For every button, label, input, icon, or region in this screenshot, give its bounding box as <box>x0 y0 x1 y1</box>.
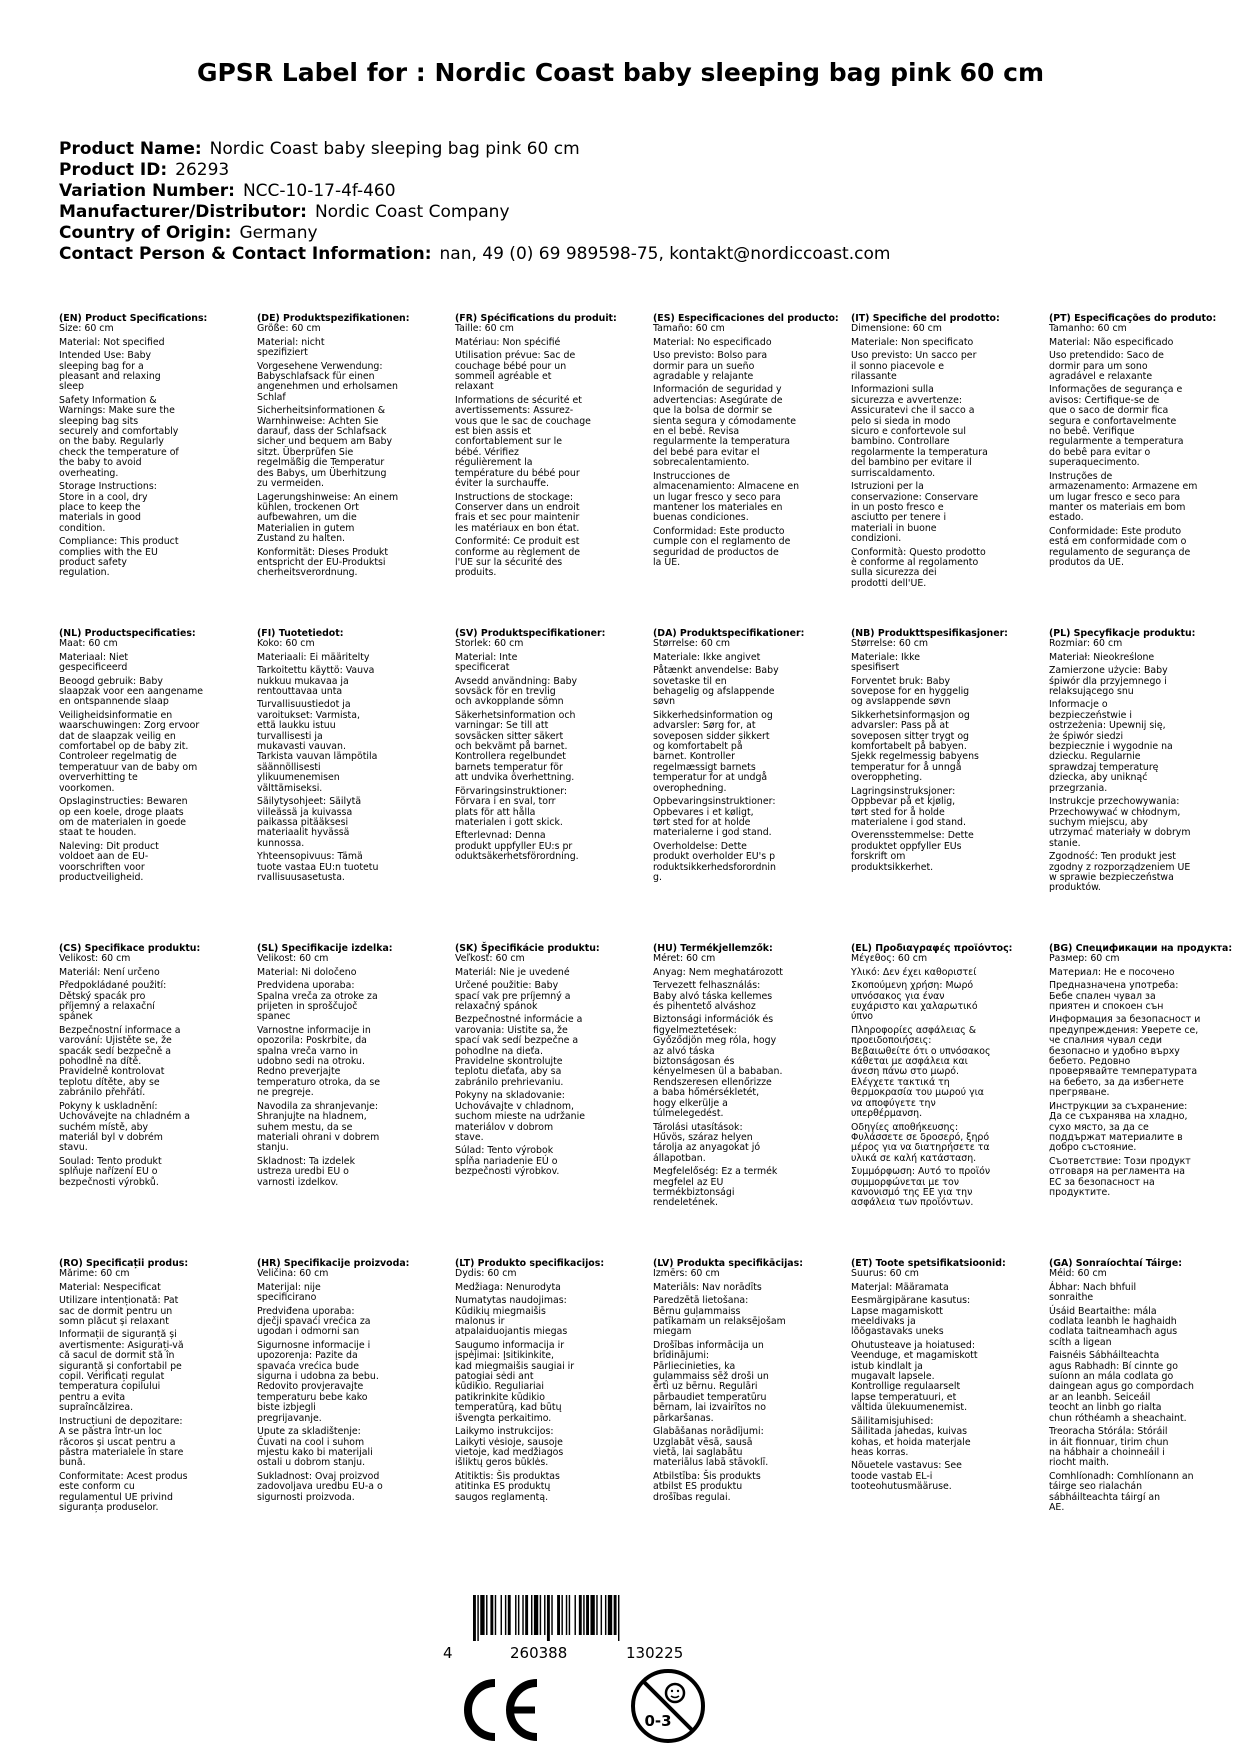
spec-block <box>257 944 445 1188</box>
barcode-bar <box>614 1595 617 1635</box>
spec-block-line: Yhteensopivuus: Tämä tuote vastaa EU:n tuotetu rvallisuusasetusta. <box>257 851 379 883</box>
spec-block-heading: (NL) Productspecificaties: <box>59 628 196 639</box>
spec-block-line: Taille: 60 cm <box>455 323 514 335</box>
spec-block-heading: (IT) Specifiche del prodotto: <box>851 313 1000 324</box>
barcode-bar <box>540 1595 541 1635</box>
spec-block-line: Materiaali: Ei määritelty <box>257 651 370 663</box>
spec-block-line: Conformidad: Este producto cumple con el reglamento de seguridad de productos de la UE. <box>653 525 791 568</box>
spec-block-line: Turvallisuustiedot ja varoitukset: Varmista, että laukku istuu turvallisesti ja mukavasti vauvan. Tarkista vauvan lämpötila säännöllisesti ylikuumenemisen välttämiseksi. <box>257 699 378 794</box>
spec-block-line: Suurus: 60 cm <box>851 1268 919 1280</box>
info-label: Variation Number: <box>59 181 235 201</box>
spec-block-heading: (CS) Specifikace produktu: <box>59 943 201 954</box>
barcode-bar <box>480 1595 484 1635</box>
barcode-bar <box>501 1595 502 1635</box>
spec-block-line: Comhlíonadh: Comhlíonann an táirge seo rialachán sábháilteachta táirgí an AE. <box>1049 1470 1194 1513</box>
spec-block-line: Avsedd användning: Baby sovsäck för en trevlig och avkopplande sömn <box>455 675 578 708</box>
spec-block-line: Forventet bruk: Baby sovepose for en hyggelig og avslappende søvn <box>851 675 970 708</box>
info-label: Product Name: <box>59 139 202 159</box>
spec-block <box>653 944 841 1209</box>
spec-block-line: Materiál: Nie je uvedené <box>455 966 570 978</box>
spec-block-line: Instruções de armazenamento: Armazene em um lugar fresco e seco para manter os materiais em bom estado. <box>1049 470 1198 524</box>
spec-block-line: Instructions de stockage: Conserver dans un endroit frais et sec pour maintenir les matériaux en bon état. <box>455 491 580 534</box>
barcode-bar <box>525 1595 528 1635</box>
spec-block <box>653 1259 841 1503</box>
spec-block-line: Beoogd gebruik: Baby slaapzak voor een aangename en ontspannende slaap <box>59 675 204 708</box>
spec-block-line: Съответствие: Този продукт отговаря на регламента на ЕС за безопасност на продуктите. <box>1049 1155 1191 1198</box>
spec-block-line: Anyag: Nem meghatározott <box>653 966 783 978</box>
spec-block-line: Compliance: This product complies with the EU product safety regulation. <box>59 536 179 579</box>
spec-block-line: Pokyny na skladovanie: Uchovávajte v chladnom, suchom mieste na udržanie materiálov v dobrom stave. <box>455 1090 585 1143</box>
barcode-bar <box>605 1595 606 1635</box>
barcode-bar <box>473 1595 476 1641</box>
spec-block <box>1049 1259 1237 1513</box>
spec-block-line: Påtænkt anvendelse: Baby sovetaske til en behagelig og afslappende søvn <box>653 665 779 708</box>
spec-block-line: Materiale: Non specificato <box>851 336 974 348</box>
spec-block-line: Intended Use: Baby sleeping bag for a pleasant and relaxing sleep <box>59 350 161 393</box>
spec-block-line: Materiał: Nieokreślone <box>1049 651 1155 663</box>
spec-block-heading: (DA) Produktspecifikationer: <box>653 628 805 639</box>
info-value: 26293 <box>175 160 230 180</box>
spec-block-line: Velikost: 60 cm <box>59 953 131 965</box>
spec-block <box>59 629 247 883</box>
spec-block-line: Ábhar: Nach bhfuil sonraithe <box>1049 1281 1137 1304</box>
spec-block-line: Σκοπούμενη χρήση: Μωρό υπνόσακος για έναν ευχάριστο και χαλαρωτικό ύπνο <box>851 980 978 1023</box>
spec-block-line: Size: 60 cm <box>59 323 114 335</box>
spec-block-line: Sicherheitsinformationen & Warnhinweise: Achten Sie darauf, dass der Schlafsack sicher und bequem am Baby sitzt. Überprüfen Sie regelmäßig die Temperatur des Babys, um Überhitzung zu vermeiden. <box>257 405 393 490</box>
ce-mark-icon <box>455 1675 543 1745</box>
product-id-row <box>59 160 890 181</box>
spec-block-line: Overholdelse: Dette produkt overholder EU's p roduktsikkerhedsforordnin g. <box>653 840 776 883</box>
spec-block-line: Vorgesehene Verwendung: Babyschlafsack für einen angenehmen und erholsamen Schlaf <box>257 360 398 403</box>
spec-block <box>455 944 643 1178</box>
variation-number-row <box>59 181 890 202</box>
spec-block-line: Numatytas naudojimas: Kūdikių miegmaišis malonus ir atpalaiduojantis miegas <box>455 1295 568 1338</box>
spec-block-line: Laikymo instrukcijos: Laikyti vėsioje, sausoje vietoje, kad medžiagos išliktų geros būklės. <box>455 1426 564 1469</box>
barcode-bar <box>508 1595 511 1635</box>
spec-block <box>455 1259 643 1503</box>
barcode-bar <box>490 1595 493 1635</box>
spec-block-line: Uso previsto: Bolso para dormir para un sueño agradable y relajante <box>653 350 768 383</box>
spec-block-line: Информация за безопасност и предупреждения: Уверете се, че спалния чувал седи безопасно и удобно върху бебето. Редовно проверявайте температурата на бебето, за да избегнете прегряване. <box>1049 1014 1201 1099</box>
spec-block-heading: (RO) Specificații produs: <box>59 1258 189 1269</box>
spec-block-line: Rozmiar: 60 cm <box>1049 638 1123 650</box>
spec-block-line: Veličina: 60 cm <box>257 1268 329 1280</box>
spec-block-line: Zamierzone użycie: Baby śpiwór dla przyjemnego i relaksującego snu <box>1049 665 1168 698</box>
spec-block-line: Material: Not specified <box>59 336 165 348</box>
spec-block-line: Určené použitie: Baby spací vak pre príjemný a relaxačný spánok <box>455 980 571 1013</box>
spec-block <box>851 1259 1039 1493</box>
spec-block-line: Размер: 60 cm <box>1049 953 1120 965</box>
spec-block-line: Opslaginstructies: Bewaren op een koele, droge plaats om de materialen in goede staat te houden. <box>59 796 188 839</box>
spec-block <box>257 314 445 579</box>
spec-block-line: Dydis: 60 cm <box>455 1268 517 1280</box>
spec-block-line: Méret: 60 cm <box>653 953 716 965</box>
spec-block-heading: (LV) Produkta specifikācijas: <box>653 1258 803 1269</box>
spec-block <box>1049 629 1237 894</box>
spec-block-line: Atbilstība: Šis produkts atbilst ES produktu drošības regulai. <box>653 1470 761 1503</box>
spec-block-line: Informazioni sulla sicurezza e avvertenze: Assicuratevi che il sacco a pelo si sieda in modo sicuro e confortevole sul bambino. Controllare regolarmente la temperatura del bambino per evitare il surriscaldamento. <box>851 384 988 479</box>
spec-block-line: Πληροφορίες ασφάλειας & προειδοποιήσεις: Βεβαιωθείτε ότι ο υπνόσακος κάθεται με ασφάλεια και άνεση πάνω στο μωρό. Ελέγχετε τακτικά τη θερμοκρασία του μωρού για να αποφύγετε την υπερθέρμανση. <box>851 1024 991 1120</box>
country-row <box>59 223 890 244</box>
barcode-bar <box>477 1595 478 1641</box>
spec-block-heading: (FI) Tuotetiedot: <box>257 628 344 639</box>
spec-block-line: Předpokládané použití: Dětský spacák pro příjemný a relaxační spánek <box>59 980 167 1023</box>
spec-block-line: Utilisation prévue: Sac de couchage bébé pour un sommeil agréable et relaxant <box>455 350 576 393</box>
spec-block-line: Material: Ni določeno <box>257 966 357 978</box>
spec-block-line: Størrelse: 60 cm <box>851 638 929 650</box>
contact-row <box>59 244 890 265</box>
spec-block-line: Μέγεθος: 60 cm <box>851 953 928 965</box>
spec-block-line: Medžiaga: Nenurodyta <box>455 1281 561 1293</box>
spec-block-line: Storage Instructions: Store in a cool, dry place to keep the materials in good condition. <box>59 481 157 534</box>
spec-block-line: Tárolási utasítások: Hűvös, száraz helyen tárolja az anyagokat jó állapotban. <box>653 1121 761 1164</box>
spec-block-heading: (LT) Produkto specifikacijos: <box>455 1258 605 1269</box>
spec-block-line: Sikkerhetsinformasjon og advarsler: Pass på at soveposen sitter trygt og komfortabelt på babyen. Sjekk regelmessig babyens temperatur for å unngå overoppheting. <box>851 709 979 784</box>
spec-block-line: Инструкции за съхранение: Да се съхранява на хладно, сухо място, за да се поддържат материалите в добро състояние. <box>1049 1100 1188 1154</box>
barcode-bar <box>531 1595 532 1635</box>
spec-block-line: Opbevaringsinstruktioner: Opbevares i et køligt, tørt sted for at holde materialerne i god stand. <box>653 796 776 839</box>
spec-block-line: Υλικό: Δεν έχει καθοριστεί <box>851 966 977 978</box>
spec-block-line: Informations de sécurité et avertissements: Assurez- vous que le sac de couchage est bien assis et confortablement sur le bébé. Vérifiez régulièrement la température du bébé pour éviter la surchauffe. <box>455 394 591 490</box>
spec-block <box>653 629 841 883</box>
spec-block-heading: (SV) Produktspecifikationer: <box>455 628 606 639</box>
spec-block-line: Información de seguridad y advertencias: Asegúrate de que la bolsa de dormir se sienta segura y cómodamente en el bebé. Revisa regularmente la temperatura del bebé para evitar el sobrecalentamiento. <box>653 384 796 469</box>
spec-block-line: Paredzētā lietošana: Bērnu guļammaiss patīkamam un relaksējošam miegam <box>653 1295 786 1338</box>
spec-block-line: Skladnost: Ta izdelek ustreza uredbi EU o varnosti izdelkov. <box>257 1155 356 1188</box>
info-label: Product ID: <box>59 160 168 180</box>
spec-block-line: Lagerungshinweise: An einem kühlen, trockenen Ort aufbewahren, um die Materialien in gutem Zustand zu halten. <box>257 491 399 545</box>
info-label: Contact Person & Contact Information: <box>59 244 432 264</box>
barcode-bar <box>579 1595 582 1635</box>
spec-block-line: Utilizare intenționată: Pat sac de dormit pentru un somn plăcut și relaxant <box>59 1295 179 1328</box>
barcode-bar <box>596 1595 597 1635</box>
spec-block-line: Drošības informācija un brīdinājumi: Pārliecinieties, ka guļammaiss sēž droši un ērti uz bērnu. Regulāri pārbaudiet temperatūru bērnam, lai izvairītos no pārkaršanas. <box>653 1339 769 1424</box>
spec-block <box>59 314 247 579</box>
spec-block-heading: (GA) Sonraíochtaí Táirge: <box>1049 1258 1182 1269</box>
spec-block-line: Informații de siguranță și avertismente: Asigurați-vă că sacul de dormit stă în siguranță și confortabil pe copil. Verificați regulat temperatura copilului pentru a evita supraîncălzirea. <box>59 1329 184 1414</box>
barcode-bar <box>561 1595 562 1635</box>
spec-block <box>59 944 247 1188</box>
spec-block-line: Úsáid Beartaithe: mála codlata leanbh le haghaidh codlata taitneamhach agus scíth a ligean <box>1049 1305 1178 1348</box>
barcode-digit-first: 4 <box>443 1644 453 1662</box>
spec-block-heading: (SK) Špecifikácie produktu: <box>455 943 600 954</box>
spec-block-line: Tarkoitettu käyttö: Vauva nukkuu mukavaa ja rentouttavaa unta <box>257 665 375 698</box>
spec-block-line: Οδηγίες αποθήκευσης: Φυλάσσετε σε δροσερό, ξηρό μέρος για να διατηρήσετε τα υλικά σε καλή κατάσταση. <box>851 1121 990 1164</box>
spec-block-line: Sikkerhedsinformation og advarsler: Sørg for, at soveposen sidder sikkert og komfortabelt på barnet. Kontroller regelmæssigt barnets temperatur for at undgå overophedning. <box>653 709 773 794</box>
spec-block-line: Faisnéis Sábháilteachta agus Rabhadh: Bí cinnte go suíonn an mála codlata go daingean agus go compordach ar an leanbh. Seiceáil teocht an linbh go rialta chun róthéamh a sheachaint. <box>1049 1350 1194 1424</box>
spec-block-line: Größe: 60 cm <box>257 323 321 335</box>
spec-block-line: Material: No especificado <box>653 336 772 348</box>
spec-block-heading: (BG) Спецификации на продукта: <box>1049 943 1233 954</box>
spec-block-line: Bezpečnostné informácie a varovania: Uistite sa, že spací vak sedí bezpečne a pohodlne na dieťa. Pravidelne skontrolujte teplotu dieťaťa, aby sa zabránilo prehrievaniu. <box>455 1014 583 1088</box>
age-label: 0-3 <box>644 1712 672 1730</box>
barcode-bar <box>486 1595 487 1635</box>
spec-block-line: Materiaal: Niet gespecificeerd <box>59 651 129 674</box>
spec-block-line: Veiligheidsinformatie en waarschuwingen: Zorg ervoor dat de slaapzak veilig en comfortabel op de baby zit. Controleer regelmatig de temperatuur van de baby om oververhitting te voorkomen. <box>59 709 200 794</box>
spec-block <box>1049 944 1237 1198</box>
spec-block-heading: (DE) Produktspezifikationen: <box>257 313 410 324</box>
spec-block-line: Materijal: nije specificirano <box>257 1281 321 1304</box>
spec-block-line: Informações de segurança e avisos: Certifique-se de que o saco de dormir fica segura e confortavelmente no bebê. Verifique regularmente a temperatura do bebê para evitar o superaquecimento. <box>1049 384 1184 469</box>
spec-block-heading: (EN) Product Specifications: <box>59 313 208 324</box>
spec-block-line: Navodila za shranjevanje: Shranjujte na hladnem, suhem mestu, da se materiali ohrani v dobrem stanju. <box>257 1100 380 1154</box>
spec-block-line: Conformidade: Este produto está em conformidade com o regulamento de segurança de produtos da UE. <box>1049 525 1191 568</box>
info-value: Nordic Coast Company <box>314 202 510 222</box>
spec-block-heading: (EL) Προδιαγραφές προϊόντος: <box>851 943 1013 954</box>
spec-block-line: Méid: 60 cm <box>1049 1268 1107 1280</box>
barcode-bar <box>608 1595 612 1635</box>
info-label: Country of Origin: <box>59 223 232 243</box>
spec-block-line: Efterlevnad: Denna produkt uppfyller EU:s pr oduktsäkerhetsförordning. <box>455 830 579 863</box>
spec-block-line: Pokyny k uskladnění: Uchovávejte na chladném a suchém místě, aby materiál byl v dobrém stavu. <box>59 1100 190 1154</box>
spec-block-line: Predvidena uporaba: Spalna vreča za otroke za prijeten in sproščujoč spanec <box>257 980 378 1023</box>
spec-block-line: Koko: 60 cm <box>257 638 315 650</box>
spec-block-heading: (ET) Toote spetsifikatsioonid: <box>851 1258 1006 1269</box>
spec-block-line: Megfelelőség: Ez a termék megfelel az EU termékbiztonsági rendeletének. <box>653 1166 778 1209</box>
spec-block-line: Tervezett felhasználás: Baby alvó táska kellemes és pihentető alváshoz <box>653 980 773 1013</box>
barcode-bar <box>547 1595 550 1641</box>
spec-block-line: Instrucțiuni de depozitare: A se păstra într-un loc răcoros și uscat pentru a păstra materialele în stare bună. <box>59 1415 184 1469</box>
spec-block-heading: (FR) Spécifications du produit: <box>455 313 617 324</box>
spec-block-line: Sukladnost: Ovaj proizvod zadovoljava uredbu EU-a o sigurnosti proizvoda. <box>257 1470 383 1503</box>
spec-block-line: Dimensione: 60 cm <box>851 323 942 335</box>
barcode-digits-last: 130225 <box>626 1644 684 1662</box>
spec-block-heading: (HR) Specifikacije proizvoda: <box>257 1258 410 1269</box>
spec-block-line: Ohutusteave ja hoiatused: Veenduge, et magamiskott istub kindlalt ja mugavalt lapsele. Kontrollige regulaarselt lapse temperatuuri, et vältida ülekuumenemist. <box>851 1339 978 1414</box>
spec-block-heading: (SL) Specifikacije izdelka: <box>257 943 393 954</box>
spec-block-line: Storlek: 60 cm <box>455 638 524 650</box>
barcode-bar <box>590 1595 594 1635</box>
manufacturer-row <box>59 202 890 223</box>
barcode-bar <box>544 1595 545 1635</box>
product-name-row <box>59 139 890 160</box>
info-value: nan, 49 (0) 69 989598-75, kontakt@nordiccoast.com <box>439 244 891 264</box>
spec-block-heading: (PL) Specyfikacje produktu: <box>1049 628 1196 639</box>
spec-block <box>257 629 445 883</box>
spec-block-line: Sigurnosne informacije i upozorenja: Pazite da spavaća vrećica bude sigurna i udobna za bebu. Redovito provjeravajte temperaturu bebe kako biste izbjegli pregrijavanje. <box>257 1339 379 1424</box>
barcode-bar <box>575 1595 576 1635</box>
info-value: Germany <box>239 223 318 243</box>
spec-block-line: Istruzioni per la conservazione: Conservare in un posto fresco e asciutto per tenere i materiali in buone condizioni. <box>851 481 979 545</box>
barcode-bar <box>557 1595 560 1635</box>
spec-block-line: Soulad: Tento produkt splňuje nařízení EU o bezpečnosti výrobků. <box>59 1155 162 1188</box>
page-title: GPSR Label for : Nordic Coast baby sleeping bag pink 60 cm <box>196 58 1045 87</box>
spec-block-line: Mărime: 60 cm <box>59 1268 130 1280</box>
spec-block-line: Conformité: Ce produit est conforme au règlement de l'UE sur la sécurité des produits. <box>455 536 581 579</box>
spec-block-line: Velikost: 60 cm <box>257 953 329 965</box>
spec-block-line: Safety Information & Warnings: Make sure the sleeping bag sits securely and comfortably on the baby. Regularly check the temperature of the baby to avoid overheating. <box>59 394 179 479</box>
barcode-bar <box>569 1595 570 1635</box>
barcode-bar <box>566 1595 567 1635</box>
spec-block-line: Veľkosť: 60 cm <box>455 953 525 965</box>
spec-block-line: Eesmärgipärane kasutus: Lapse magamiskott meeldivaks ja lõõgastavaks uneks <box>851 1295 971 1338</box>
spec-block-line: Συμμόρφωση: Αυτό το προϊόν συμμορφώνεται με τον κανονισμό της ΕΕ για την ασφάλεια των προϊόντων. <box>851 1166 991 1209</box>
spec-block-line: Maat: 60 cm <box>59 638 118 650</box>
spec-block-line: Material: Nespecificat <box>59 1281 161 1293</box>
spec-block <box>851 314 1039 589</box>
spec-block-line: Materiál: Není určeno <box>59 966 160 978</box>
spec-block <box>257 1259 445 1503</box>
spec-block-heading: (HU) Termékjellemzők: <box>653 943 773 954</box>
spec-block-line: Súlad: Tento výrobok spĺňa nariadenie EÚ o bezpečnosti výrobkov. <box>455 1145 560 1178</box>
spec-block-line: Matériau: Non spécifié <box>455 336 561 348</box>
spec-block-line: Material: nicht spezifiziert <box>257 336 325 359</box>
spec-block-line: Förvaringsinstruktioner: Förvara i en sval, torr plats för att hålla materialen i gott skick. <box>455 785 568 828</box>
spec-block <box>59 1259 247 1513</box>
spec-block-line: Varnostne informacije in opozorila: Poskrbite, da spalna vreča varno in udobno sedi na otroku. Redno preverjajte temperaturo otroka, da se ne pregreje. <box>257 1024 380 1099</box>
barcode <box>467 1595 747 1641</box>
spec-block-heading: (PT) Especificações do produto: <box>1049 313 1217 324</box>
spec-block-line: Material: Não especificado <box>1049 336 1174 348</box>
spec-block-line: Nõuetele vastavus: See toode vastab EL-i tooteohutusmääruse. <box>851 1460 962 1493</box>
spec-block-line: Materjal: Määramata <box>851 1281 949 1293</box>
spec-block-line: Zgodność: Ten produkt jest zgodny z rozporządzeniem UE w sprawie bezpieczeństwa produktów. <box>1049 851 1191 894</box>
spec-block <box>455 629 643 863</box>
barcode-bar <box>618 1595 619 1641</box>
spec-block <box>653 314 841 568</box>
spec-block-line: Uso previsto: Un sacco per il sonno piacevole e rilassante <box>851 350 977 383</box>
spec-block-line: Størrelse: 60 cm <box>653 638 731 650</box>
spec-block-line: Instrukcje przechowywania: Przechowywać w chłodnym, suchym miejscu, aby utrzymać materiały w dobrym stanie. <box>1049 796 1191 849</box>
barcode-digits-middle: 260388 <box>510 1644 568 1662</box>
spec-block-line: Materiale: Ikke angivet <box>653 651 761 663</box>
spec-block-line: Предназначена употреба: Бебе спален чувал за приятен и спокоен сън <box>1049 980 1179 1013</box>
spec-block-line: Biztonsági információk és figyelmeztetések: Győződjön meg róla, hogy az alvó táska biztonságosan és kényelmesen ül a bababan. Rendszeresen ellenőrizze a baba hőmérsékletét, hogy elkerülje a túlmelegedést. <box>653 1014 783 1120</box>
barcode-bar <box>534 1595 538 1635</box>
barcode-bar <box>495 1595 496 1635</box>
spec-block-line: Uso pretendido: Saco de dormir para um sono agradável e relaxante <box>1049 350 1164 383</box>
spec-block-line: Saugumo informacija ir įspėjimai: Įsitikinkite, kad miegmaišis saugiai ir patogiai sėdi ant kūdikio. Reguliariai patikrinkite kūdikio temperatūrą, kad būtų išvengta perkaitimo. <box>455 1339 575 1424</box>
spec-block-heading: (NB) Produkttspesifikasjoner: <box>851 628 1008 639</box>
spec-block-line: Säilitamisjuhised: Säilitada jahedas, kuivas kohas, et hoida materjale heas korras. <box>851 1415 971 1458</box>
spec-block-line: Overensstemmelse: Dette produktet oppfyller EUs forskrift om produktsikkerhet. <box>851 830 974 873</box>
spec-block-line: Upute za skladištenje: Čuvati na cool i suhom mjestu kako bi materijali ostali u dobrom stanju. <box>257 1426 373 1469</box>
spec-block-line: Materiale: Ikke spesifisert <box>851 651 921 674</box>
barcode-bar <box>522 1595 523 1635</box>
spec-block-line: Glabāšanas norādījumi: Uzglabāt vēsā, sausā vietā, lai saglabātu materiālus labā stāvoklī. <box>653 1426 769 1469</box>
spec-block-line: Tamaño: 60 cm <box>653 323 725 335</box>
info-label: Manufacturer/Distributor: <box>59 202 307 222</box>
spec-block-heading: (ES) Especificaciones del producto: <box>653 313 839 324</box>
barcode-bar <box>515 1595 516 1635</box>
spec-block <box>851 944 1039 1209</box>
spec-block <box>1049 314 1237 568</box>
barcode-bar <box>518 1595 519 1635</box>
info-value: Nordic Coast baby sleeping bag pink 60 cm <box>209 139 580 159</box>
spec-block-line: Konformität: Dieses Produkt entspricht der EU-Produktsi cherheitsverordnung. <box>257 546 389 579</box>
spec-block-line: Treoracha Stórála: Stóráil in áit fionnuar, tirim chun na hábhair a choinneáil i riocht maith. <box>1049 1426 1169 1469</box>
spec-block <box>851 629 1039 873</box>
spec-block-line: Predviđena uporaba: dječji spavaći vrećica za ugodan i odmorni san <box>257 1305 371 1338</box>
spec-block-line: Conformitate: Acest produs este conform cu regulamentul UE privind siguranța produselor. <box>59 1470 188 1513</box>
product-info <box>59 139 890 265</box>
spec-block-line: Conformità: Questo prodotto è conforme al regolamento sulla sicurezza dei prodotti dell'UE. <box>851 546 986 589</box>
spec-block-line: Naleving: Dit product voldoet aan de EU- voorschriften voor productveiligheid. <box>59 840 159 883</box>
barcode-bar <box>583 1595 584 1635</box>
barcode-bar <box>505 1595 506 1635</box>
info-value: NCC-10-17-4f-460 <box>242 181 396 201</box>
spec-block-line: Säkerhetsinformation och varningar: Se till att sovsäcken sitter säkert och bekvämt på barnet. Kontrollera regelbundet barnets temperatur för att undvika överhettning. <box>455 709 576 784</box>
barcode-bar <box>551 1595 552 1635</box>
spec-block <box>455 314 643 579</box>
spec-block-line: Atitiktis: Šis produktas atitinka ES produktų saugos reglamentą. <box>455 1470 560 1503</box>
spec-block-line: Material: Inte specificerat <box>455 651 518 674</box>
spec-block-line: Säilytysohjeet: Säilytä viileässä ja kuivassa paikassa pitääksesi materiaalit hyvässä kunnossa. <box>257 796 362 849</box>
spec-block-line: Bezpečnostní informace a varování: Ujistěte se, že spacák sedí bezpečně a pohodlně na dítě. Pravidelně kontrolovat teplotu dítěte, aby se zabránilo přehřátí. <box>59 1024 181 1099</box>
spec-block-line: Materiāls: Nav norādīts <box>653 1281 762 1293</box>
spec-block-line: Instrucciones de almacenamiento: Almacene en un lugar fresco y seco para mantener los materiales en buenas condiciones. <box>653 470 800 524</box>
age-warning-0-3-icon <box>628 1666 708 1746</box>
barcode-bar <box>601 1595 602 1635</box>
barcode-bar <box>586 1595 589 1635</box>
spec-block-line: Материал: Не е посочено <box>1049 966 1175 978</box>
spec-block-line: Informacje o bezpieczeństwie i ostrzeżenia: Upewnij się, że śpiwór siedzi bezpiecznie i wygodnie na dziecku. Regularnie sprawdzaj temperaturę dziecka, aby uniknąć przegrzania. <box>1049 699 1173 794</box>
spec-block-line: Izmērs: 60 cm <box>653 1268 720 1280</box>
spec-block-line: Lagringsinstruksjoner: Oppbevar på et kjølig, tørt sted for å holde materialene i god stand. <box>851 785 966 828</box>
spec-block-line: Tamanho: 60 cm <box>1049 323 1127 335</box>
